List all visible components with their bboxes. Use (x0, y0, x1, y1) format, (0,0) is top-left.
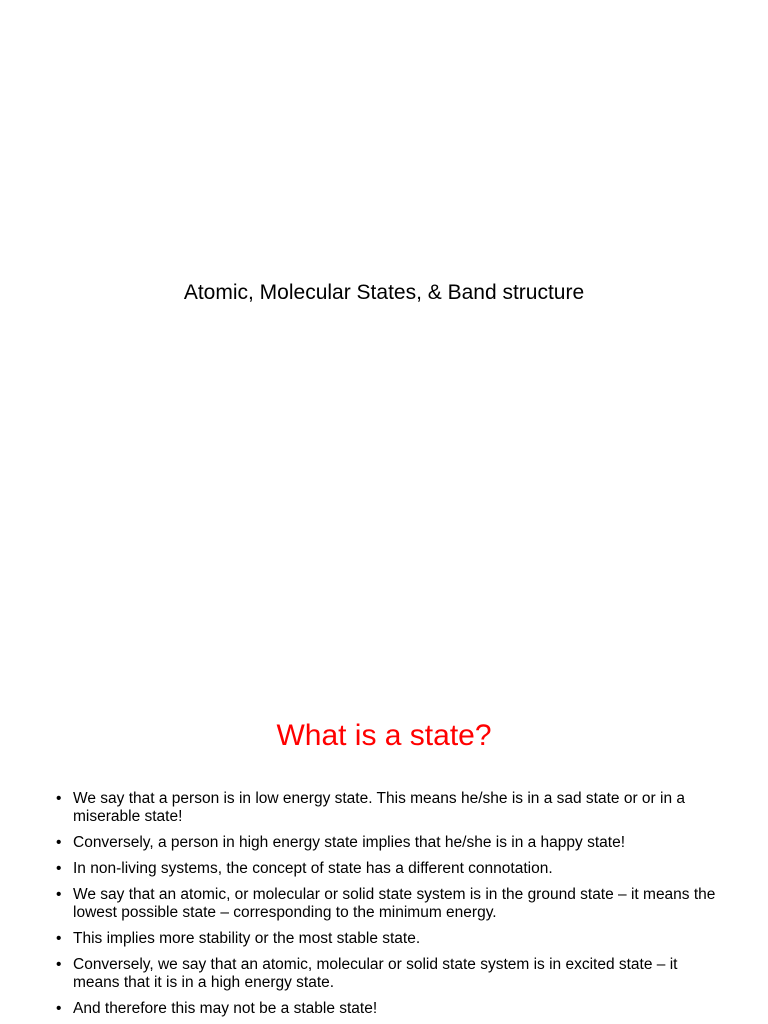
bullet-text: We say that an atomic, or molecular or solid state system is in the ground state – it means the lowest possible state – corresponding to the minimum energy. (73, 886, 716, 921)
bullet-dot-icon: • (56, 860, 62, 877)
bullet-item (56, 930, 716, 948)
bullet-text: Conversely, a person in high energy state implies that he/she is in a happy state! (73, 834, 625, 851)
slide-heading: What is a state? (276, 719, 492, 752)
bullet-text: In non-living systems, the concept of state has a different connotation. (73, 860, 553, 877)
bullet-item (56, 956, 716, 992)
bullet-text: Conversely, we say that an atomic, molecular or solid state system is in excited state – it means that it is in a high energy state. (73, 956, 678, 991)
bullet-item (56, 1000, 716, 1018)
bullet-dot-icon: • (56, 930, 62, 947)
bullet-text: This implies more stability or the most stable state. (73, 930, 421, 947)
bullet-item (56, 790, 716, 826)
bullet-dot-icon: • (56, 1000, 62, 1017)
bullet-dot-icon: • (56, 834, 62, 851)
bullet-dot-icon: • (56, 956, 62, 973)
bullet-dot-icon: • (56, 886, 62, 903)
bullet-item (56, 834, 716, 852)
bullet-item (56, 886, 716, 922)
slide-title: Atomic, Molecular States, & Band structure (183, 281, 585, 304)
bullet-dot-icon: • (56, 790, 62, 807)
bullet-list (56, 790, 716, 1024)
bullet-text: We say that a person is in low energy state. This means he/she is in a sad state or or in a miserable state! (73, 790, 685, 825)
content-slide (0, 690, 768, 1024)
bullet-item (56, 860, 716, 878)
bullet-text: And therefore this may not be a stable state! (73, 1000, 378, 1017)
